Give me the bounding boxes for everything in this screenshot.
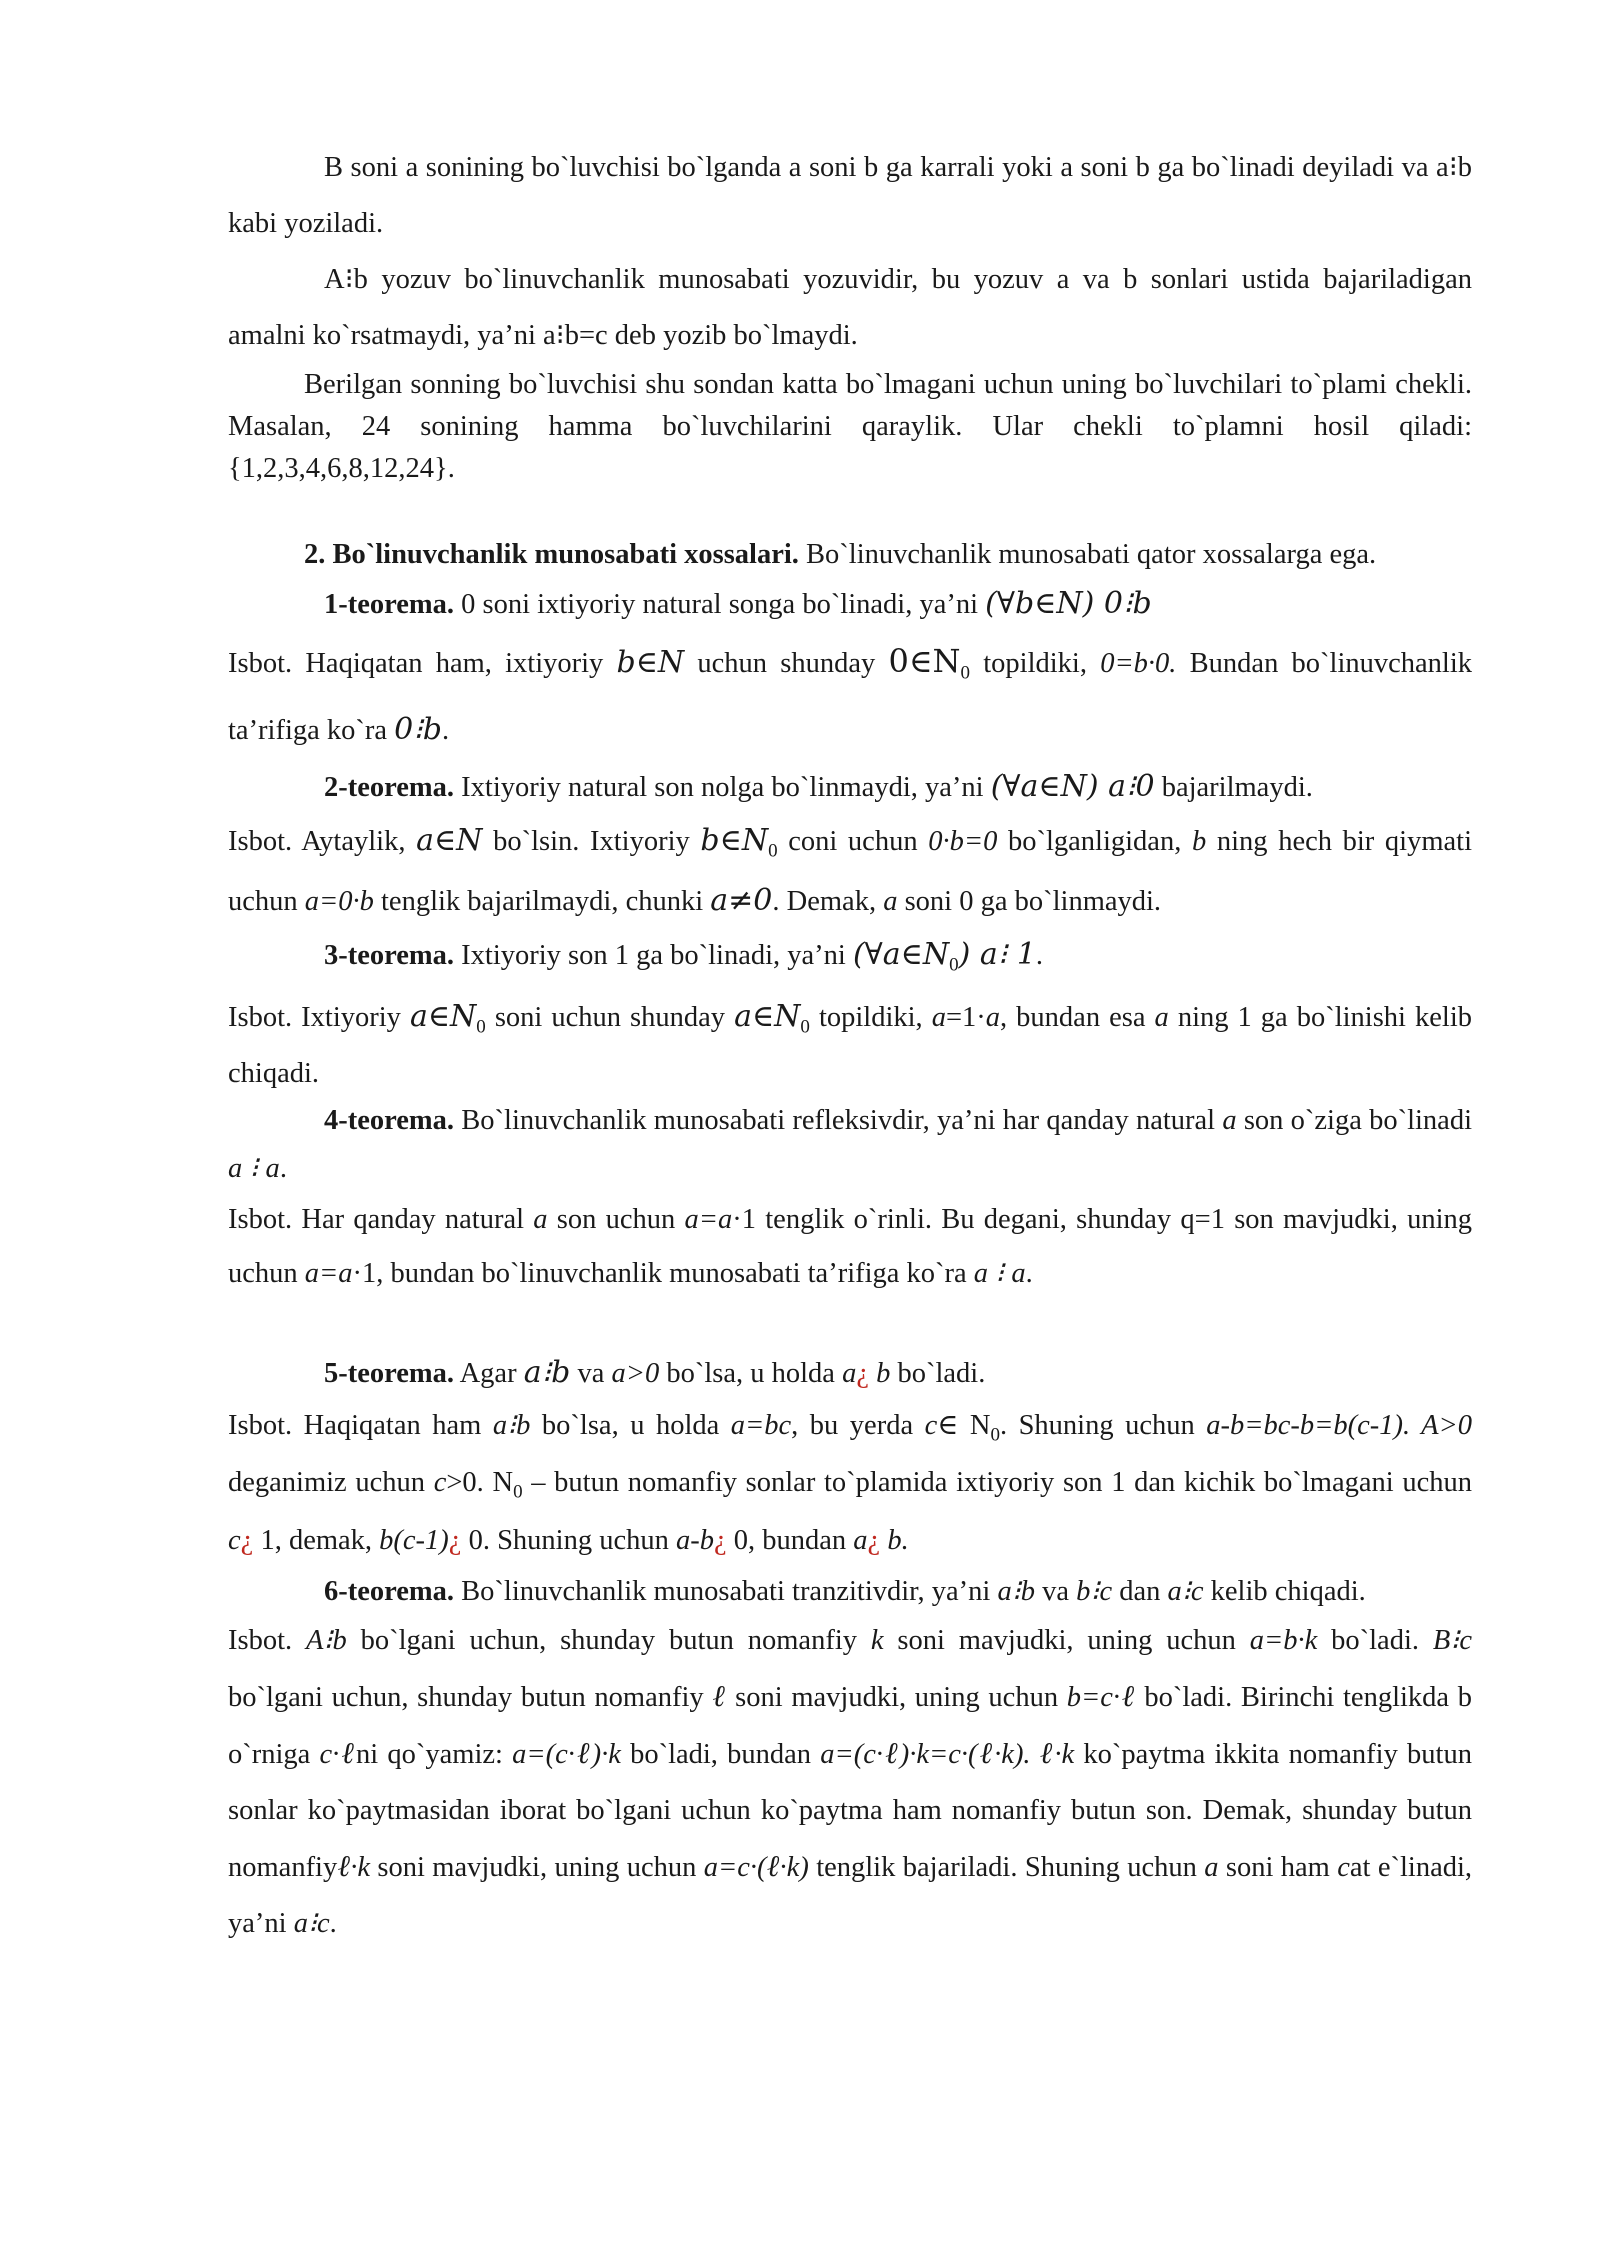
theorem-1: 1-teorema. 0 soni ixtiyoriy natural songa bo`linadi, ya’ni (∀b∈N) 0⁝b (324, 586, 1152, 621)
formula: (∀a∈N) a⁝0 (990, 768, 1155, 804)
theorem-3-proof: Isbot. Ixtiyoriy $a\in N_0$ soni uchun shunday $a\in N_0$ topildiki, a=1·a, bundan esa a ning 1 ga bo`linishi kelib chiqadi. (228, 999, 1472, 1089)
theorem-1-proof: Isbot. Haqiqatan ham, ixtiyoriy b∈N uchun shunday $0\in N_0$ topildiki, 0=b·0. Bundan bo`linuvchanlik ta’rifiga ko`ra 0⁝b. (228, 642, 1473, 747)
theorem-3: 3-teorema. Ixtiyoriy son 1 ga bo`linadi, ya’ni $(\forall a\in N_0)$ a⁝ 1. (324, 937, 1044, 977)
theorem-2-proof: Isbot. Aytaylik, a∈N bo`lsin. Ixtiyoriy $b\in N_0$ coni uchun 0·b=0 bo`lganligidan, b ning hech bir qiymati uchun a=0·b tenglik bajarilmaydi, chunki a≠0. Demak, a soni 0 ga bo`linmaydi. (228, 822, 1473, 919)
theorem-6-proof: Isbot. A⁝b bo`lgani uchun, shunday butun nomanfiy k soni mavjudki, uning uchun a=b·k bo`ladi. B⁝c bo`lgani uchun, shunday butun nomanfiy ℓ soni mavjudki, uning uchun b=c·ℓ bo`ladi. Birinchi tenglikda b o`rniga c·ℓni qo`yamiz: a=(c·ℓ)·k bo`ladi, bundan a=(c·ℓ)·k=c·(ℓ·k). ℓ·k ko`paytma ikkita nomanfiy butun sonlar ko`paytmasidan iborat bo`lgani uchun ko`paytma ham nomanfiy butun son. Demak, shunday butun nomanfiyℓ·k soni mavjudki, uning uchun a=c·(ℓ·k) tenglik bajariladi. Shuning uchun a soni ham cat e`linadi, ya’ni a⁝c. (228, 1625, 1473, 1940)
paragraph-divisors-finite: Berilgan sonning bo`luvchisi shu sondan katta bo`lmagani uchun uning bo`luvchilari to`plami chekli. Masalan, 24 sonining hamma bo`luvchilarini qaraylik. Ular chekli to`plamni hosil qiladi: {1,2,3,4,6,8,12,24}. (228, 369, 1472, 484)
paragraph-divisor-definition: B soni a sonining bo`luvchisi bo`lganda a soni b ga karrali yoki a soni b ga bo`linadi deyiladi va a⁝b kabi yoziladi. (228, 152, 1472, 239)
paragraph-notation: A⁝b yozuv bo`linuvchanlik munosabati yozuvidir, bu yozuv a va b sonlari ustida bajariladigan amalni ko`rsatmaydi, ya’ni a⁝b=c deb yozib bo`lmaydi. (228, 264, 1472, 351)
document-page (228, 140, 1472, 1952)
theorem-2: 2-teorema. Ixtiyoriy natural son nolga bo`linmaydi, ya’ni (∀a∈N) a⁝0 bajarilmaydi. (324, 768, 1313, 804)
theorem-5-proof: Isbot. Haqiqatan ham a⁝b bo`lsa, u holda a=bc, bu yerda c∈ $N_0$. Shuning uchun a-b=bc-b=b(c-1). A>0 deganimiz uchun c>0. $N_0$ – butun nomanfiy sonlar to`plamida ixtiyoriy son 1 dan kichik bo`lmagani uchun c¿ 1, demak, b(c-1)¿ 0. Shuning uchun a-b¿ 0, bundan a¿ b. (228, 1409, 1473, 1557)
formula: (∀b∈N) 0⁝b (985, 586, 1152, 621)
theorem-6: 6-teorema. Bo`linuvchanlik munosabati tranzitivdir, ya’ni a⁝b va b⁝c dan a⁝c kelib chiqadi. (324, 1576, 1366, 1608)
theorem-4-proof: Isbot. Har qanday natural a son uchun a=a·1 tenglik o`rinli. Bu degani, shunday q=1 son mavjudki, uning uchun a=a·1, bundan bo`linuvchanlik munosabati ta’rifiga ko`ra a ⁝ a. (228, 1203, 1472, 1289)
theorem-5: 5-teorema. Agar a⁝b va a>0 bo`lsa, u holda a¿ b bo`ladi. (324, 1354, 986, 1390)
theorem-4: 4-teorema. Bo`linuvchanlik munosabati refleksivdir, ya’ni har qanday natural a son o`ziga bo`linadi a ⁝ a. (228, 1104, 1473, 1184)
section-2-heading: 2. Bo`linuvchanlik munosabati xossalari. Bo`linuvchanlik munosabati qator xossalarga ega. (304, 539, 1377, 570)
